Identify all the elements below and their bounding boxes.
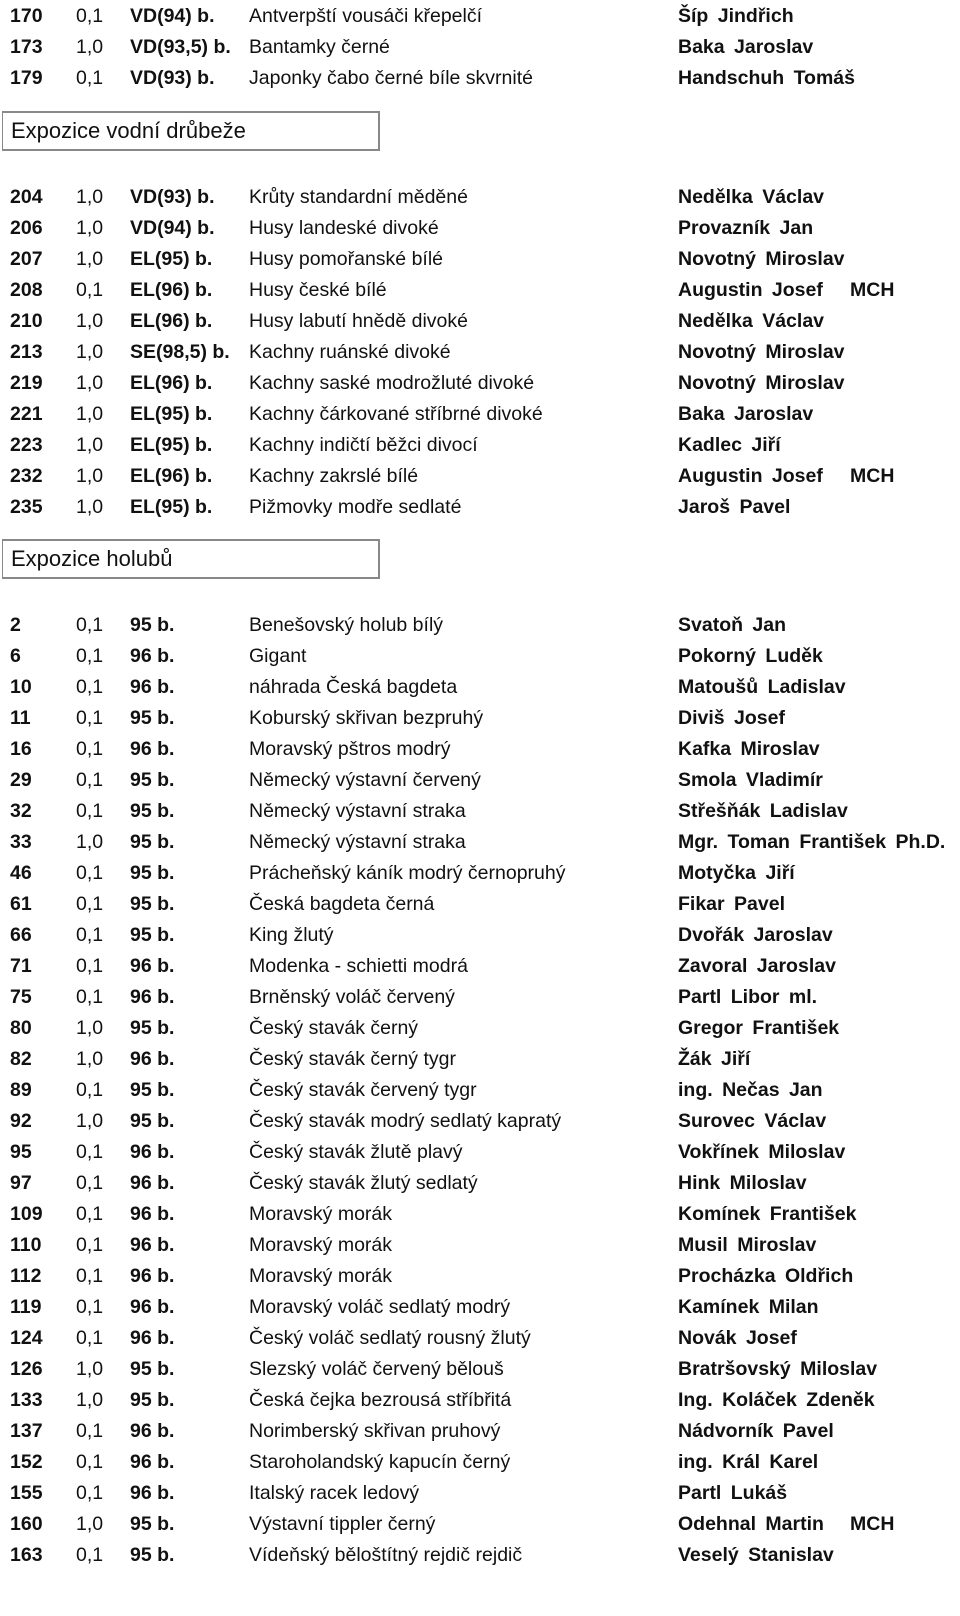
table-row [0, 1136, 960, 1168]
entry-breed: Husy české bílé [249, 279, 387, 301]
entry-number: 179 [10, 67, 43, 89]
entry-breed: Husy labutí hnědě divoké [249, 310, 468, 332]
entry-number: 155 [10, 1482, 43, 1504]
entry-sex: 1,0 [76, 186, 104, 208]
entry-owner: Komínek František [678, 1203, 857, 1225]
entry-owner: Střešňák Ladislav [678, 800, 848, 822]
table-row [0, 764, 960, 796]
entry-number: 95 [10, 1141, 32, 1163]
entry-owner: Novák Josef [678, 1327, 797, 1349]
entry-breed: Český stavák červený tygr [249, 1079, 477, 1101]
entry-rating: EL(96) b. [130, 372, 213, 394]
entry-number: 137 [10, 1420, 43, 1442]
entry-sex: 0,1 [76, 676, 104, 698]
entry-number: 204 [10, 186, 43, 208]
entry-owner: Surovec Václav [678, 1110, 827, 1132]
entry-sex: 1,0 [76, 1017, 104, 1039]
entry-rating: 96 b. [130, 676, 175, 698]
entry-sex: 0,1 [76, 955, 104, 977]
entry-breed: Prácheňský káník modrý černopruhý [249, 862, 566, 884]
entry-sex: 1,0 [76, 36, 104, 58]
entry-rating: 95 b. [130, 1110, 175, 1132]
entry-sex: 0,1 [76, 1544, 104, 1566]
entry-rating: 95 b. [130, 1017, 175, 1039]
entry-number: 152 [10, 1451, 43, 1473]
section-title-pigeons: Expozice holubů [2, 539, 380, 579]
entry-number: 126 [10, 1358, 43, 1380]
entry-sex: 1,0 [76, 1048, 104, 1070]
entry-rating: 96 b. [130, 1048, 175, 1070]
entry-rating: VD(94) b. [130, 217, 215, 239]
entry-rating: 95 b. [130, 769, 175, 791]
entry-rating: EL(95) b. [130, 496, 213, 518]
entry-sex: 0,1 [76, 1203, 104, 1225]
entry-breed: Výstavní tippler černý [249, 1513, 436, 1535]
entry-sex: 0,1 [76, 1265, 104, 1287]
entry-breed: Vídeňský běloštítný rejdič rejdič [249, 1544, 523, 1566]
entry-breed: Koburský skřivan bezpruhý [249, 707, 484, 729]
entry-number: 235 [10, 496, 43, 518]
entry-owner: Nedělka Václav [678, 186, 825, 208]
entry-breed: Moravský morák [249, 1234, 393, 1256]
entry-breed: Český stavák žlutě plavý [249, 1141, 463, 1163]
entry-rating: 96 b. [130, 986, 175, 1008]
entry-number: 82 [10, 1048, 32, 1070]
entry-rating: 95 b. [130, 614, 175, 636]
entry-owner: Gregor František [678, 1017, 840, 1039]
table-row [0, 429, 960, 461]
entry-sex: 0,1 [76, 5, 104, 27]
entry-owner: Veselý Stanislav [678, 1544, 834, 1566]
entry-breed: Německý výstavní straka [249, 800, 466, 822]
entry-rating: 95 b. [130, 831, 175, 853]
entry-breed: Slezský voláč červený bělouš [249, 1358, 504, 1380]
entry-breed: Moravský morák [249, 1203, 393, 1225]
entry-sex: 0,1 [76, 614, 104, 636]
entry-breed: Český stavák černý tygr [249, 1048, 456, 1070]
table-row [0, 1260, 960, 1292]
table-row [0, 795, 960, 827]
entry-rating: EL(95) b. [130, 248, 213, 270]
entry-rating: 95 b. [130, 800, 175, 822]
entry-owner: Bratršovský Miloslav [678, 1358, 878, 1380]
entry-rating: 95 b. [130, 1544, 175, 1566]
table-row [0, 671, 960, 703]
entry-rating: EL(95) b. [130, 403, 213, 425]
entry-number: 109 [10, 1203, 43, 1225]
table-row [0, 1539, 960, 1571]
entry-breed: Moravský morák [249, 1265, 393, 1287]
table-row [0, 1353, 960, 1385]
table-row [0, 460, 960, 492]
entry-sex: 1,0 [76, 831, 104, 853]
entry-number: 160 [10, 1513, 43, 1535]
entry-number: 112 [10, 1265, 42, 1287]
entry-owner: Zavoral Jaroslav [678, 955, 836, 977]
entry-sex: 0,1 [76, 707, 104, 729]
entry-rating: 96 b. [130, 1420, 175, 1442]
entry-number: 206 [10, 217, 43, 239]
entry-award: MCH [850, 1513, 895, 1535]
entry-rating: VD(93) b. [130, 67, 215, 89]
entry-breed: Český stavák modrý sedlatý kapratý [249, 1110, 562, 1132]
table-row [0, 398, 960, 430]
entry-number: 80 [10, 1017, 32, 1039]
entry-sex: 1,0 [76, 1358, 104, 1380]
entry-number: 210 [10, 310, 43, 332]
entry-rating: 96 b. [130, 1141, 175, 1163]
entry-number: 71 [10, 955, 32, 977]
entry-rating: 95 b. [130, 893, 175, 915]
entry-sex: 1,0 [76, 248, 104, 270]
entry-owner: Diviš Josef [678, 707, 785, 729]
entry-breed: Německý výstavní červený [249, 769, 481, 791]
entry-rating: 96 b. [130, 1265, 175, 1287]
entry-sex: 1,0 [76, 1110, 104, 1132]
entry-breed: Krůty standardní měděné [249, 186, 468, 208]
entry-rating: 95 b. [130, 924, 175, 946]
entry-owner: Odehnal Martin [678, 1513, 824, 1535]
entry-number: 10 [10, 676, 32, 698]
table-row [0, 1105, 960, 1137]
table-row [0, 733, 960, 765]
table-row [0, 1415, 960, 1447]
entry-rating: SE(98,5) b. [130, 341, 230, 363]
entry-breed: Kachny zakrslé bílé [249, 465, 419, 487]
entry-sex: 1,0 [76, 341, 104, 363]
table-row [0, 981, 960, 1013]
table-row [0, 181, 960, 213]
table-row [0, 1322, 960, 1354]
table-row [0, 1043, 960, 1075]
table-row [0, 336, 960, 368]
entry-breed: Kachny indičtí běžci divocí [249, 434, 478, 456]
entry-number: 89 [10, 1079, 32, 1101]
entry-number: 61 [10, 893, 32, 915]
table-row [0, 1384, 960, 1416]
entry-breed: náhrada Česká bagdeta [249, 676, 458, 698]
table-row [0, 1508, 960, 1540]
entry-rating: EL(96) b. [130, 279, 213, 301]
entry-award: MCH [850, 465, 895, 487]
table-row [0, 1446, 960, 1478]
table-row [0, 1477, 960, 1509]
entry-owner: Provazník Jan [678, 217, 814, 239]
entry-rating: 96 b. [130, 1327, 175, 1349]
entry-sex: 0,1 [76, 1079, 104, 1101]
entry-owner: Musil Miroslav [678, 1234, 817, 1256]
entry-award: MCH [850, 279, 895, 301]
table-row [0, 1198, 960, 1230]
entry-owner: Žák Jiří [678, 1048, 751, 1070]
entry-number: 46 [10, 862, 32, 884]
entry-rating: 96 b. [130, 1172, 175, 1194]
entry-owner: Ing. Koláček Zdeněk [678, 1389, 875, 1411]
entry-owner: Baka Jaroslav [678, 403, 814, 425]
entry-breed: Husy pomořanské bílé [249, 248, 444, 270]
entry-number: 6 [10, 645, 21, 667]
entry-rating: EL(95) b. [130, 434, 213, 456]
table-row [0, 0, 960, 32]
entry-owner: Nedělka Václav [678, 310, 825, 332]
table-row [0, 62, 960, 94]
entry-sex: 0,1 [76, 924, 104, 946]
table-row [0, 274, 960, 306]
entry-owner: Fikar Pavel [678, 893, 785, 915]
entry-rating: VD(94) b. [130, 5, 215, 27]
entry-owner: ing. Nečas Jan [678, 1079, 823, 1101]
entry-breed: Pižmovky modře sedlaté [249, 496, 462, 518]
entry-number: 11 [10, 707, 31, 729]
table-row [0, 609, 960, 641]
entry-owner: Novotný Miroslav [678, 372, 845, 394]
entry-owner: Partl Libor ml. [678, 986, 818, 1008]
entry-owner: Augustin Josef [678, 465, 823, 487]
entry-number: 223 [10, 434, 43, 456]
entry-breed: Gigant [249, 645, 307, 667]
entry-owner: Dvořák Jaroslav [678, 924, 833, 946]
entry-rating: VD(93) b. [130, 186, 215, 208]
entry-rating: 96 b. [130, 1296, 175, 1318]
table-row [0, 857, 960, 889]
entry-rating: 96 b. [130, 955, 175, 977]
entry-number: 110 [10, 1234, 42, 1256]
entry-breed: Česká čejka bezrousá stříbřitá [249, 1389, 512, 1411]
entry-rating: 95 b. [130, 1358, 175, 1380]
entry-rating: EL(96) b. [130, 465, 213, 487]
entry-breed: Německý výstavní straka [249, 831, 466, 853]
entry-owner: Mgr. Toman František Ph.D. [678, 831, 946, 853]
entry-rating: 95 b. [130, 1389, 175, 1411]
entry-owner: Augustin Josef [678, 279, 823, 301]
entry-sex: 0,1 [76, 67, 104, 89]
entry-number: 124 [10, 1327, 43, 1349]
entry-breed: Japonky čabo černé bíle skvrnité [249, 67, 533, 89]
entry-sex: 0,1 [76, 800, 104, 822]
table-row [0, 1291, 960, 1323]
entry-number: 163 [10, 1544, 43, 1566]
entry-sex: 1,0 [76, 434, 104, 456]
entry-number: 173 [10, 36, 43, 58]
entry-owner: Vokřínek Miloslav [678, 1141, 846, 1163]
entry-number: 221 [10, 403, 43, 425]
entry-breed: Kachny ruánské divoké [249, 341, 451, 363]
section-title-water-poultry: Expozice vodní drůbeže [2, 111, 380, 151]
entry-number: 29 [10, 769, 32, 791]
entry-number: 75 [10, 986, 32, 1008]
entry-number: 32 [10, 800, 32, 822]
entry-number: 119 [10, 1296, 42, 1318]
entry-sex: 1,0 [76, 1389, 104, 1411]
table-row [0, 367, 960, 399]
entry-sex: 1,0 [76, 310, 104, 332]
table-row [0, 888, 960, 920]
entry-owner: Svatoň Jan [678, 614, 787, 636]
entry-breed: Moravský voláč sedlatý modrý [249, 1296, 511, 1318]
entry-owner: Baka Jaroslav [678, 36, 814, 58]
entry-number: 207 [10, 248, 43, 270]
table-row [0, 1012, 960, 1044]
entry-sex: 0,1 [76, 1234, 104, 1256]
table-row [0, 305, 960, 337]
table-row [0, 243, 960, 275]
entry-breed: Kachny čárkované stříbrné divoké [249, 403, 543, 425]
entry-rating: 95 b. [130, 1513, 175, 1535]
entry-owner: Procházka Oldřich [678, 1265, 854, 1287]
entry-sex: 0,1 [76, 1172, 104, 1194]
entry-rating: 96 b. [130, 1482, 175, 1504]
entry-number: 97 [10, 1172, 32, 1194]
entry-breed: Kachny saské modrožluté divoké [249, 372, 535, 394]
entry-rating: EL(96) b. [130, 310, 213, 332]
entry-rating: 96 b. [130, 645, 175, 667]
entry-owner: Matoušů Ladislav [678, 676, 846, 698]
entry-number: 170 [10, 5, 43, 27]
entry-owner: Hink Miloslav [678, 1172, 807, 1194]
entry-breed: Benešovský holub bílý [249, 614, 444, 636]
entry-number: 213 [10, 341, 43, 363]
table-row [0, 31, 960, 63]
entry-breed: Bantamky černé [249, 36, 390, 58]
entry-number: 219 [10, 372, 43, 394]
table-row [0, 1074, 960, 1106]
entry-breed: Moravský pštros modrý [249, 738, 451, 760]
entry-sex: 0,1 [76, 1482, 104, 1504]
entry-sex: 0,1 [76, 1296, 104, 1318]
entry-number: 2 [10, 614, 21, 636]
entry-breed: Modenka - schietti modrá [249, 955, 468, 977]
entry-breed: Český stavák žlutý sedlatý [249, 1172, 478, 1194]
entry-breed: Brněnský voláč červený [249, 986, 455, 1008]
entry-breed: Český voláč sedlatý rousný žlutý [249, 1327, 531, 1349]
entry-rating: 95 b. [130, 707, 175, 729]
entry-number: 66 [10, 924, 32, 946]
entry-number: 208 [10, 279, 43, 301]
entry-sex: 0,1 [76, 893, 104, 915]
entry-owner: Motyčka Jiří [678, 862, 795, 884]
entry-sex: 1,0 [76, 496, 104, 518]
entry-breed: Český stavák černý [249, 1017, 419, 1039]
table-row [0, 702, 960, 734]
entry-owner: Partl Lukáš [678, 1482, 788, 1504]
entry-owner: Kafka Miroslav [678, 738, 820, 760]
entry-sex: 0,1 [76, 1451, 104, 1473]
table-row [0, 826, 960, 858]
entry-owner: Nádvorník Pavel [678, 1420, 834, 1442]
table-row [0, 1167, 960, 1199]
entry-sex: 0,1 [76, 769, 104, 791]
entry-rating: 96 b. [130, 1234, 175, 1256]
entry-breed: Norimberský skřivan pruhový [249, 1420, 501, 1442]
entry-breed: Antverpští vousáči křepelčí [249, 5, 483, 27]
entry-number: 232 [10, 465, 43, 487]
table-row [0, 491, 960, 523]
entry-owner: ing. Král Karel [678, 1451, 819, 1473]
entry-owner: Jaroš Pavel [678, 496, 791, 518]
entry-rating: 96 b. [130, 1451, 175, 1473]
entry-sex: 0,1 [76, 738, 104, 760]
entry-breed: King žlutý [249, 924, 334, 946]
entry-owner: Handschuh Tomáš [678, 67, 855, 89]
entry-rating: 95 b. [130, 1079, 175, 1101]
entry-rating: 95 b. [130, 862, 175, 884]
entry-sex: 0,1 [76, 1420, 104, 1442]
entry-sex: 0,1 [76, 862, 104, 884]
entry-sex: 0,1 [76, 279, 104, 301]
entry-sex: 1,0 [76, 465, 104, 487]
table-row [0, 1229, 960, 1261]
entry-sex: 0,1 [76, 645, 104, 667]
entry-breed: Česká bagdeta černá [249, 893, 435, 915]
entry-owner: Šíp Jindřich [678, 5, 794, 27]
entry-rating: 96 b. [130, 738, 175, 760]
entry-owner: Novotný Miroslav [678, 248, 845, 270]
entry-sex: 0,1 [76, 1327, 104, 1349]
entry-sex: 1,0 [76, 1513, 104, 1535]
entry-owner: Novotný Miroslav [678, 341, 845, 363]
entry-sex: 0,1 [76, 986, 104, 1008]
entry-owner: Smola Vladimír [678, 769, 823, 791]
entry-sex: 1,0 [76, 217, 104, 239]
entry-number: 16 [10, 738, 32, 760]
entry-number: 133 [10, 1389, 43, 1411]
entry-breed: Husy landeské divoké [249, 217, 439, 239]
entry-number: 33 [10, 831, 32, 853]
table-row [0, 640, 960, 672]
entry-rating: 96 b. [130, 1203, 175, 1225]
entry-rating: VD(93,5) b. [130, 36, 231, 58]
entry-breed: Staroholandský kapucín černý [249, 1451, 511, 1473]
entry-owner: Pokorný Luděk [678, 645, 823, 667]
table-row [0, 919, 960, 951]
table-row [0, 950, 960, 982]
entry-sex: 0,1 [76, 1141, 104, 1163]
entry-sex: 1,0 [76, 403, 104, 425]
entry-owner: Kadlec Jiří [678, 434, 781, 456]
entry-breed: Italský racek ledový [249, 1482, 420, 1504]
entry-owner: Kamínek Milan [678, 1296, 819, 1318]
entry-number: 92 [10, 1110, 32, 1132]
table-row [0, 212, 960, 244]
entry-sex: 1,0 [76, 372, 104, 394]
